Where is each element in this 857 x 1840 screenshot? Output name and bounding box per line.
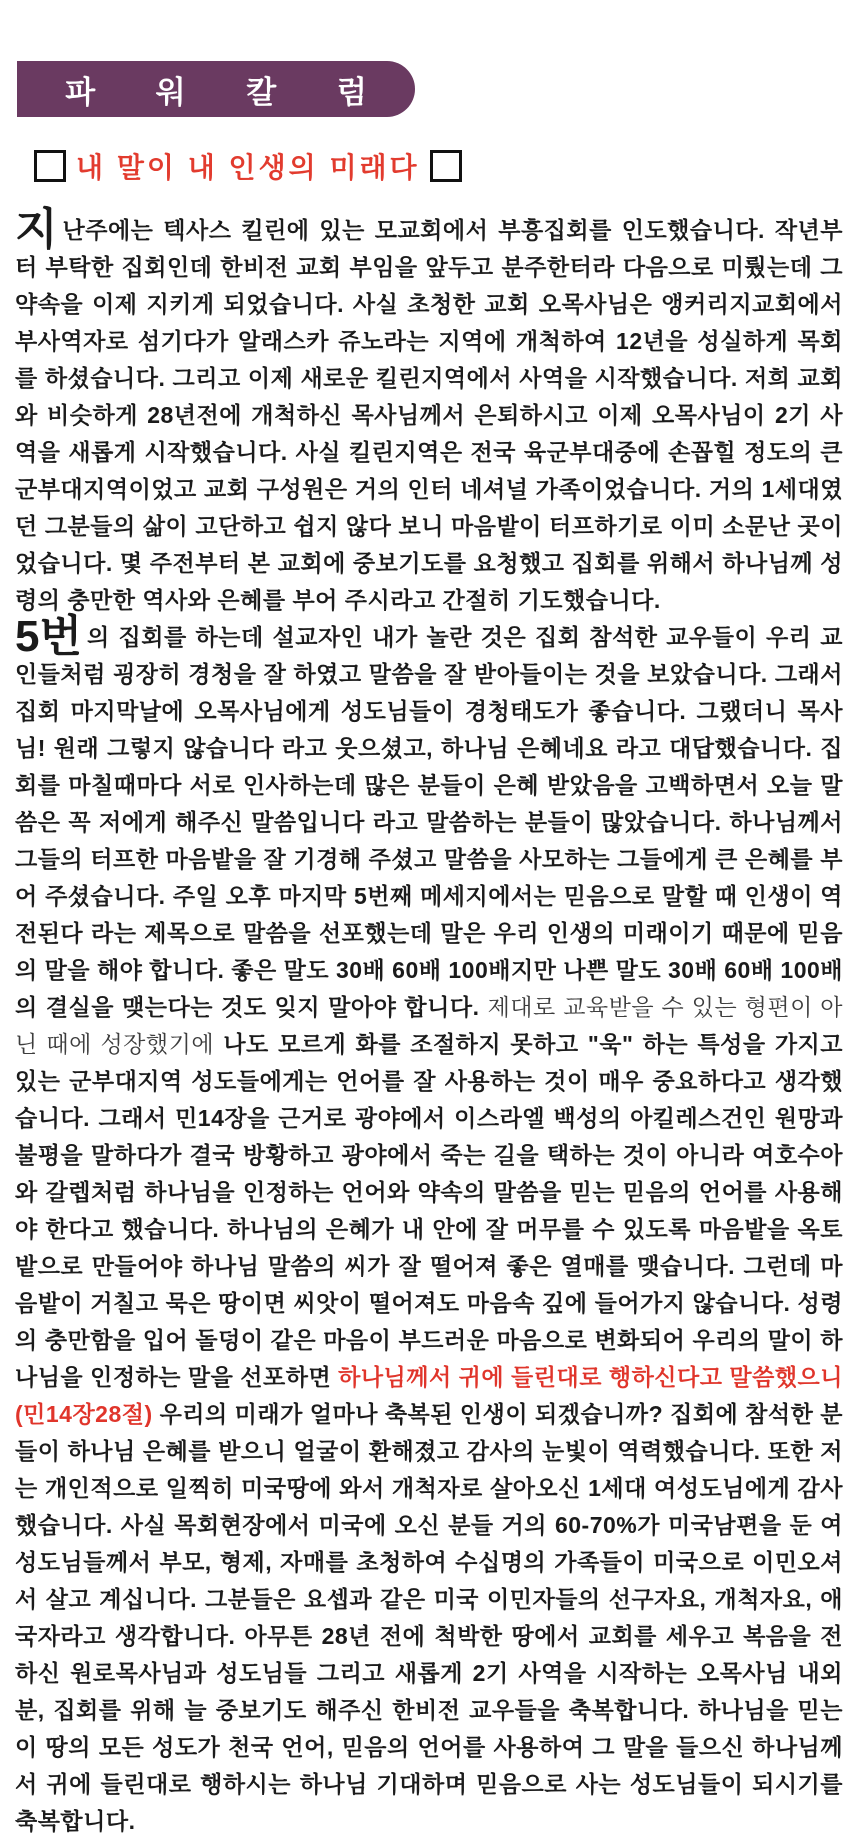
article-paragraph: [15, 612, 843, 1840]
dropcap: 5번: [15, 612, 82, 661]
article-title: 내 말이 내 인생의 미래다: [76, 152, 420, 183]
banner-label: 파 워 칼 럼: [65, 74, 393, 110]
article-title-row: [34, 146, 462, 186]
dropcap: 지: [15, 205, 58, 254]
text-segment-normal: 우리의 미래가 얼마나 축복된 인생이 되겠습니까? 집회에 참석한 분들이 하나님 은혜를 받으니 얼굴이 환해졌고 감사의 눈빛이 역력했습니다. 또한 저는 개인적으로 일찍히 미국땅에 와서 개척자로 살아오신 1세대 여성도님에게 감사했습니다. 사실 목회현장에서 미국에 오신 분들 거의 60-70%가 미국남편을 둔 여성도님들께서 부모, 형제, 자매를 초청하여 수십명의 가족들이 미국으로 이민오셔서 살고 계십니다. 그분들은 요셉과 같은 미국 이민자들의 선구자요, 개척자요, 애국자라고 생각합니다. 아무튼 28년 전에 척박한 땅에서 교회를 세우고 복음을 전하신 원로목사님과 성도님들 그리고 새롭게 2기 사역을 시작하는 오목사님 내외분, 집회를 위해 늘 중보기도 해주신 한비전 교우들을 축복합니다. 하나님을 믿는 이 땅의 모든 성도가 천국 언어, 믿음의 언어를 사용하여 그 말을 들으신 하나님께서 귀에 들린대로 행하시는 하나님 기대하며 믿음으로 사는 성도님들이 되시기를 축복합니다.: [15, 1401, 843, 1834]
square-bullet-icon: [430, 150, 462, 182]
text-segment-serif: 제대로 교육받을 수 있는 형편이 아닌 때에 성장했기에: [15, 995, 843, 1057]
power-column-banner: [17, 61, 415, 117]
article-body: [15, 205, 843, 1840]
text-segment-normal: 나도 모르게 화를 조절하지 못하고 "욱" 하는 특성을 가지고 있는 군부대지역 성도들에게는 언어를 잘 사용하는 것이 매우 중요하다고 생각했습니다. 그래서 민14장을 근거로 광야에서 이스라엘 백성의 아킬레스건인 원망과 불평을 말하다가 결국 방황하고 광야에서 죽는 길을 택하는 것이 아니라 여호수아와 갈렙처럼 하나님을 인정하는 언어와 약속의 말씀을 믿는 믿음의 언어를 사용해야 한다고 했습니다. 하나님의 은혜가 내 안에 잘 머무를 수 있도록 마음밭을 옥토밭으로 만들어야 하나님 말씀의 씨가 잘 떨어져 좋은 열매를 맺습니다. 그런데 마음밭이 거칠고 묵은 땅이면 씨앗이 떨어져도 마음속 깊에 들어가지 않습니다. 성령의 충만함을 입어 돌덩이 같은 마음이 부드러운 마음으로 변화되어 우리의 말이 하나님을 인정하는 말을 선포하면: [15, 1031, 843, 1390]
text-segment-red: 하나님께서 귀에 들린대로 행하신다고 말씀했으니(민14장28절): [15, 1364, 843, 1427]
square-bullet-icon: [34, 150, 66, 182]
text-segment-normal: 의 집회를 하는데 설교자인 내가 놀란 것은 집회 참석한 교우들이 우리 교인들처럼 굉장히 경청을 잘 하였고 말씀을 잘 받아들이는 것을 보았습니다. 그래서 집회 마지막날에 오목사님에게 성도님들이 경청태도가 좋습니다. 그랬더니 목사님! 원래 그렇지 않습니다 라고 웃으셨고, 하나님 은혜네요 라고 대답했습니다. 집회를 마칠때마다 서로 인사하는데 많은 분들이 은혜 받았음을 고백하면서 오늘 말씀은 꼭 저에게 해주신 말씀입니다 라고 말씀하는 분들이 많았습니다. 하나님께서 그들의 터프한 마음밭을 잘 기경해 주셨고 말씀을 사모하는 그들에게 큰 은혜를 부어 주셨습니다. 주일 오후 마지막 5번째 메세지에서는 믿음으로 말할 때 인생이 역전된다 라는 제목으로 말씀을 선포했는데 말은 우리 인생의 미래이기 때문에 믿음의 말을 해야 합니다. 좋은 말도 30배 60배 100배지만 나쁜 말도 30배 60배 100배의 결실을 맺는다는 것도 잊지 말아야 합니다.: [15, 624, 843, 1020]
text-segment-normal: 난주에는 텍사스 킬린에 있는 모교회에서 부흥집회를 인도했습니다. 작년부터 부탁한 집회인데 한비전 교회 부임을 앞두고 분주한터라 다음으로 미뤘는데 그 약속을 이제 지키게 되었습니다. 사실 초청한 교회 오목사님은 앵커리지교회에서 부사역자로 섬기다가 알래스카 쥬노라는 지역에 개척하여 12년을 성실하게 목회를 하셨습니다. 그리고 이제 새로운 킬린지역에서 사역을 시작했습니다. 저희 교회와 비슷하게 28년전에 개척하신 목사님께서 은퇴하시고 이제 오목사님이 2기 사역을 새롭게 시작했습니다. 사실 킬린지역은 전국 육군부대중에 손꼽힐 정도의 큰 군부대지역이었고 교회 구성원은 거의 인터 네셔널 가족이었습니다. 거의 1세대였던 그분들의 삶이 고단하고 쉽지 않다 보니 마음밭이 터프하기로 이미 소문난 곳이었습니다. 몇 주전부터 본 교회에 중보기도를 요청했고 집회를 위해서 하나님께 성령의 충만한 역사와 은혜를 부어 주시라고 간절히 기도했습니다.: [15, 217, 843, 613]
article-paragraph: [15, 205, 843, 619]
